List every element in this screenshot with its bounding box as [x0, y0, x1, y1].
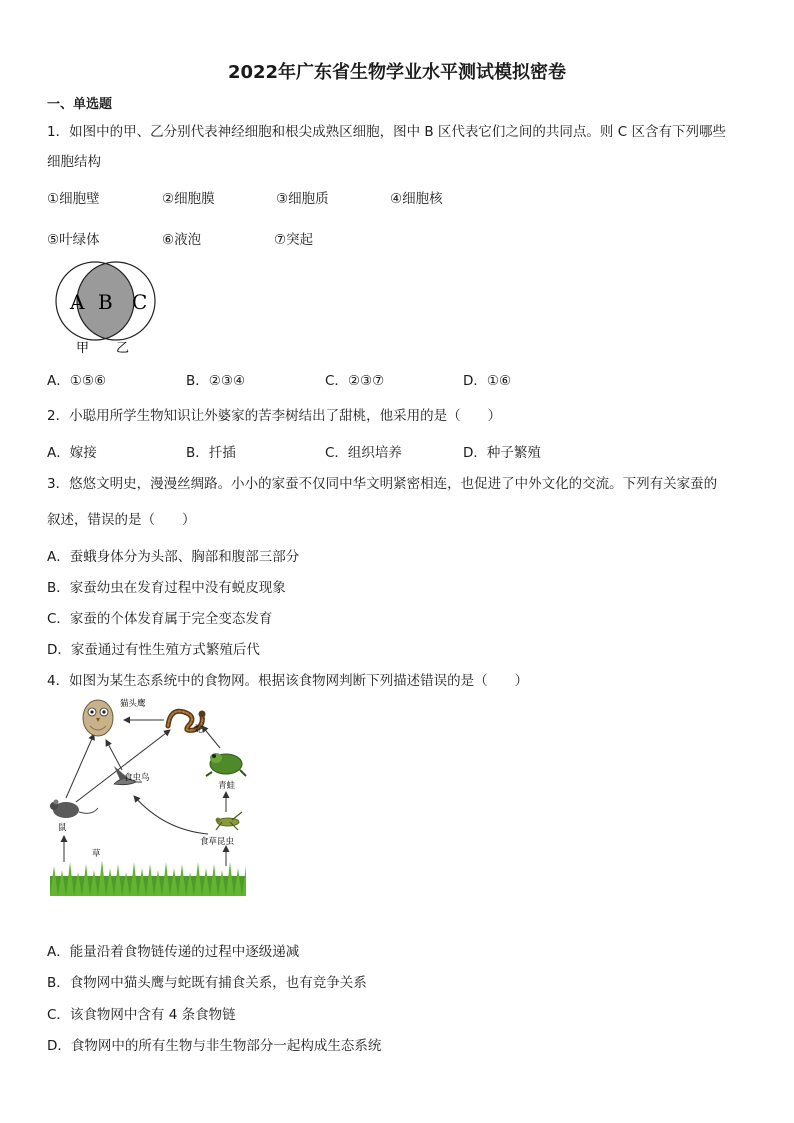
owl-icon	[83, 700, 113, 736]
q2-option-a: A．嫁接	[47, 445, 97, 461]
q3-stem-line1: 3．悠悠文明史，漫漫丝绸路。小小的家蚕不仅同中华文明紧密相连，也促进了中外文化的交流。下列有关家蚕的	[47, 476, 718, 492]
q4-option-b: B．食物网中猫头鹰与蛇既有捕食关系，也有竞争关系	[47, 975, 367, 991]
venn-label-b: B	[98, 290, 113, 314]
arrow-frog-snake	[202, 726, 220, 748]
q1-item: ⑦突起	[274, 232, 314, 248]
venn-label-yi: 乙	[116, 341, 130, 356]
q1-item: ④细胞核	[390, 191, 443, 207]
q2-option-c: C．组织培养	[325, 445, 402, 461]
q4-option-c: C．该食物网中含有 4 条食物链	[47, 1007, 236, 1023]
arrow-insect-bird	[134, 796, 208, 834]
q1-stem-line1: 1．如图中的甲、乙分别代表神经细胞和根尖成熟区细胞，图中 B 区代表它们之间的共同点。则 C 区含有下列哪些	[47, 124, 726, 140]
page-title: 2022年广东省生物学业水平测试模拟密卷	[227, 62, 567, 83]
q4-option-d: D．食物网中的所有生物与非生物部分一起构成生态系统	[47, 1038, 382, 1054]
venn-label-a: A	[70, 290, 85, 314]
q4-stem: 4．如图为某生态系统中的食物网。根据该食物网判断下列描述错误的是（ ）	[47, 673, 529, 689]
q1-option-d: D．①⑥	[463, 373, 512, 389]
q1-item: ①细胞壁	[47, 191, 100, 207]
venn-label-jia: 甲	[76, 341, 90, 356]
frog-icon	[206, 753, 246, 776]
q1-item: ③细胞质	[276, 191, 329, 207]
q1-item: ②细胞膜	[162, 191, 215, 207]
grass-icon	[50, 860, 246, 896]
q3-option-b: B．家蚕幼虫在发育过程中没有蜕皮现象	[47, 580, 286, 596]
venn-diagram	[46, 258, 162, 358]
q3-option-d: D．家蚕通过有性生殖方式繁殖后代	[47, 642, 260, 658]
label-owl: 猫头鹰	[120, 699, 146, 709]
label-grass: 草	[92, 849, 101, 859]
label-frog: 青蛙	[218, 781, 236, 791]
q3-option-c: C．家蚕的个体发育属于完全变态发育	[47, 611, 273, 627]
q1-item: ⑥液泡	[162, 232, 202, 248]
label-snake: 蛇	[194, 725, 204, 735]
venn-label-c: C	[132, 290, 148, 314]
label-bird: 食虫鸟	[124, 773, 150, 783]
q2-option-d: D．种子繁殖	[463, 445, 541, 461]
q1-option-c: C．②③⑦	[325, 373, 385, 389]
arrow-bird-owl	[106, 740, 122, 770]
mouse-icon	[50, 800, 98, 819]
label-insect: 食草昆虫	[200, 837, 235, 847]
q3-option-a: A．蚕蛾身体分为头部、胸部和腹部三部分	[47, 549, 300, 565]
arrow-mouse-snake	[76, 730, 170, 802]
q1-option-a: A．①⑤⑥	[47, 373, 107, 389]
q3-stem-line2: 叙述，错误的是（ ）	[47, 512, 196, 528]
q2-stem: 2．小聪用所学生物知识让外婆家的苦李树结出了甜桃，他采用的是（ ）	[47, 408, 502, 424]
q1-item: ⑤叶绿体	[47, 232, 100, 248]
q1-option-b: B．②③④	[186, 373, 246, 389]
section-heading: 一、单选题	[47, 97, 113, 112]
label-mouse: 鼠	[58, 823, 67, 833]
q1-stem-line2: 细胞结构	[47, 154, 101, 170]
q2-option-b: B．扦插	[186, 445, 236, 461]
food-web-diagram	[44, 690, 250, 898]
arrow-mouse-owl	[66, 734, 94, 798]
q4-option-a: A．能量沿着食物链传递的过程中逐级递减	[47, 944, 300, 960]
grasshopper-icon	[216, 812, 242, 830]
